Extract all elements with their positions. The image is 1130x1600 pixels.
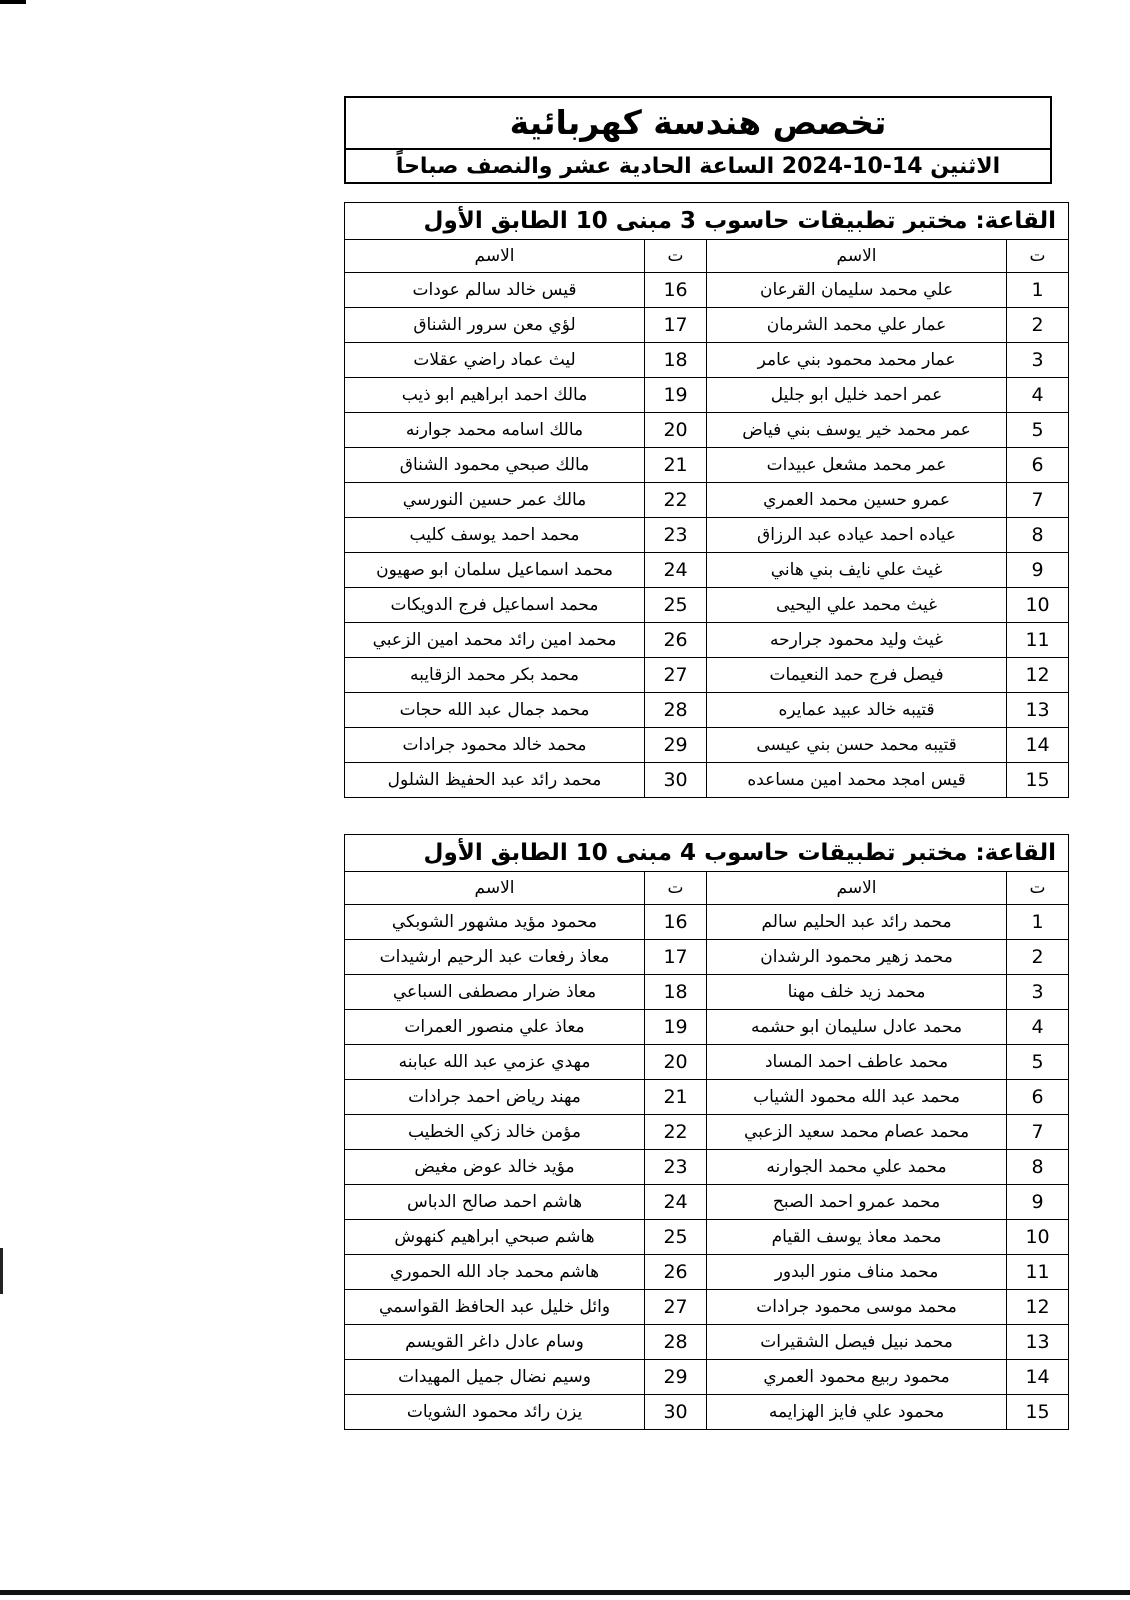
table-row — [345, 1115, 1069, 1150]
column-header-number: ت — [645, 872, 707, 905]
student-name: وائل خليل عبد الحافظ القواسمي — [345, 1290, 645, 1325]
student-name: مالك احمد ابراهيم ابو ذيب — [345, 378, 645, 413]
student-name: محمد بكر محمد الزقايبه — [345, 658, 645, 693]
roster-table-lab-3 — [344, 202, 1069, 798]
table-row — [345, 728, 1069, 763]
room-caption: القاعة: مختبر تطبيقات حاسوب 3 مبنى 10 الطابق الأول — [345, 203, 1069, 240]
row-number: 17 — [645, 940, 707, 975]
row-number: 30 — [645, 763, 707, 798]
row-number: 1 — [1007, 905, 1069, 940]
room-caption: القاعة: مختبر تطبيقات حاسوب 4 مبنى 10 الطابق الأول — [345, 835, 1069, 872]
student-name: معاذ ضرار مصطفى السباعي — [345, 975, 645, 1010]
table-row — [345, 273, 1069, 308]
student-name: عمار محمد محمود بني عامر — [707, 343, 1007, 378]
table-row — [345, 413, 1069, 448]
student-name: محمد عادل سليمان ابو حشمه — [707, 1010, 1007, 1045]
row-number: 18 — [645, 343, 707, 378]
student-name: مهند رياض احمد جرادات — [345, 1080, 645, 1115]
column-header-number: ت — [645, 240, 707, 273]
student-name: معاذ رفعات عبد الرحيم ارشيدات — [345, 940, 645, 975]
student-name: قيس خالد سالم عودات — [345, 273, 645, 308]
student-name: مالك عمر حسين النورسي — [345, 483, 645, 518]
table-row — [345, 1150, 1069, 1185]
row-number: 30 — [645, 1395, 707, 1430]
row-number: 28 — [645, 693, 707, 728]
student-name: وسام عادل داغر القويسم — [345, 1325, 645, 1360]
row-number: 10 — [1007, 588, 1069, 623]
table-row — [345, 1185, 1069, 1220]
row-number: 22 — [645, 1115, 707, 1150]
row-number: 21 — [645, 448, 707, 483]
row-number: 24 — [645, 1185, 707, 1220]
row-number: 20 — [645, 413, 707, 448]
roster-table-lab-4 — [344, 834, 1069, 1430]
table-row — [345, 940, 1069, 975]
student-name: محمد زهير محمود الرشدان — [707, 940, 1007, 975]
student-name: عمر محمد خير يوسف بني فياض — [707, 413, 1007, 448]
column-header-name: الاسم — [345, 240, 645, 273]
row-number: 2 — [1007, 308, 1069, 343]
table-row — [345, 975, 1069, 1010]
table-row — [345, 308, 1069, 343]
row-number: 23 — [645, 1150, 707, 1185]
row-number: 5 — [1007, 1045, 1069, 1080]
student-name: محمود مؤيد مشهور الشوبكي — [345, 905, 645, 940]
table-row — [345, 1010, 1069, 1045]
student-name: غيث علي نايف بني هاني — [707, 553, 1007, 588]
row-number: 26 — [645, 623, 707, 658]
student-name: محمد رائد عبد الحليم سالم — [707, 905, 1007, 940]
student-name: محمد علي محمد الجوارنه — [707, 1150, 1007, 1185]
student-name: محمد عصام محمد سعيد الزعبي — [707, 1115, 1007, 1150]
row-number: 6 — [1007, 448, 1069, 483]
table-row — [345, 448, 1069, 483]
scan-mark-top-left — [0, 0, 26, 4]
student-name: محمد عاطف احمد المساد — [707, 1045, 1007, 1080]
student-name: قيس امجد محمد امين مساعده — [707, 763, 1007, 798]
row-number: 10 — [1007, 1220, 1069, 1255]
row-number: 29 — [645, 728, 707, 763]
row-number: 3 — [1007, 975, 1069, 1010]
row-number: 5 — [1007, 413, 1069, 448]
student-name: مهدي عزمي عبد الله عبابنه — [345, 1045, 645, 1080]
row-number: 9 — [1007, 553, 1069, 588]
student-name: محمد امين رائد محمد امين الزعبي — [345, 623, 645, 658]
row-number: 4 — [1007, 1010, 1069, 1045]
student-name: محمد عمرو احمد الصبح — [707, 1185, 1007, 1220]
row-number: 15 — [1007, 1395, 1069, 1430]
student-name: هاشم محمد جاد الله الحموري — [345, 1255, 645, 1290]
table-row — [345, 1290, 1069, 1325]
row-number: 23 — [645, 518, 707, 553]
table-row — [345, 1395, 1069, 1430]
student-name: محمد عبد الله محمود الشياب — [707, 1080, 1007, 1115]
row-number: 29 — [645, 1360, 707, 1395]
table-row — [345, 518, 1069, 553]
table-row — [345, 623, 1069, 658]
student-name: عمر احمد خليل ابو جليل — [707, 378, 1007, 413]
row-number: 6 — [1007, 1080, 1069, 1115]
row-number: 8 — [1007, 1150, 1069, 1185]
table-row — [345, 553, 1069, 588]
document-title: تخصص هندسة كهربائية — [346, 98, 1050, 150]
student-name: محمد اسماعيل سلمان ابو صهيون — [345, 553, 645, 588]
row-number: 22 — [645, 483, 707, 518]
row-number: 12 — [1007, 658, 1069, 693]
student-name: معاذ علي منصور العمرات — [345, 1010, 645, 1045]
student-name: محمد موسى محمود جرادات — [707, 1290, 1007, 1325]
column-header-number: ت — [1007, 872, 1069, 905]
student-name: محمد نبيل فيصل الشقيرات — [707, 1325, 1007, 1360]
row-number: 8 — [1007, 518, 1069, 553]
student-name: هاشم احمد صالح الدباس — [345, 1185, 645, 1220]
scan-mark-bottom — [0, 1590, 1130, 1595]
student-name: محمود ربيع محمود العمري — [707, 1360, 1007, 1395]
row-number: 9 — [1007, 1185, 1069, 1220]
row-number: 25 — [645, 1220, 707, 1255]
student-name: مالك اسامه محمد جوارنه — [345, 413, 645, 448]
row-number: 2 — [1007, 940, 1069, 975]
table-row — [345, 693, 1069, 728]
row-number: 24 — [645, 553, 707, 588]
row-number: 13 — [1007, 693, 1069, 728]
student-name: محمد اسماعيل فرج الدويكات — [345, 588, 645, 623]
student-name: قتيبه خالد عبيد عمايره — [707, 693, 1007, 728]
document-header — [344, 96, 1052, 184]
row-number: 17 — [645, 308, 707, 343]
student-name: محمد جمال عبد الله حجات — [345, 693, 645, 728]
student-name: غيث وليد محمود جرارحه — [707, 623, 1007, 658]
student-name: عياده احمد عياده عبد الرزاق — [707, 518, 1007, 553]
row-number: 11 — [1007, 623, 1069, 658]
scan-mark-left-edge — [0, 1248, 3, 1294]
table-row — [345, 1325, 1069, 1360]
row-number: 27 — [645, 1290, 707, 1325]
column-header-number: ت — [1007, 240, 1069, 273]
row-number: 7 — [1007, 483, 1069, 518]
table-row — [345, 1080, 1069, 1115]
student-name: عمرو حسين محمد العمري — [707, 483, 1007, 518]
student-name: محمد معاذ يوسف القيام — [707, 1220, 1007, 1255]
student-name: غيث محمد علي اليحيى — [707, 588, 1007, 623]
student-name: مؤمن خالد زكي الخطيب — [345, 1115, 645, 1150]
student-name: ليث عماد راضي عقلات — [345, 343, 645, 378]
student-name: محمود علي فايز الهزايمه — [707, 1395, 1007, 1430]
table-row — [345, 343, 1069, 378]
student-name: محمد احمد يوسف كليب — [345, 518, 645, 553]
row-number: 1 — [1007, 273, 1069, 308]
row-number: 26 — [645, 1255, 707, 1290]
table-row — [345, 1360, 1069, 1395]
column-header-name: الاسم — [707, 872, 1007, 905]
row-number: 25 — [645, 588, 707, 623]
student-name: لؤي معن سرور الشناق — [345, 308, 645, 343]
student-name: قتيبه محمد حسن بني عيسى — [707, 728, 1007, 763]
row-number: 27 — [645, 658, 707, 693]
row-number: 16 — [645, 905, 707, 940]
row-number: 12 — [1007, 1290, 1069, 1325]
student-name: فيصل فرج حمد النعيمات — [707, 658, 1007, 693]
table-row — [345, 1045, 1069, 1080]
row-number: 15 — [1007, 763, 1069, 798]
table-row — [345, 378, 1069, 413]
table-row — [345, 658, 1069, 693]
student-name: علي محمد سليمان القرعان — [707, 273, 1007, 308]
table-row — [345, 905, 1069, 940]
row-number: 18 — [645, 975, 707, 1010]
column-header-name: الاسم — [707, 240, 1007, 273]
row-number: 3 — [1007, 343, 1069, 378]
table-row — [345, 1255, 1069, 1290]
student-name: يزن رائد محمود الشويات — [345, 1395, 645, 1430]
row-number: 19 — [645, 378, 707, 413]
student-name: محمد خالد محمود جرادات — [345, 728, 645, 763]
row-number: 19 — [645, 1010, 707, 1045]
student-name: مالك صبحي محمود الشناق — [345, 448, 645, 483]
row-number: 28 — [645, 1325, 707, 1360]
row-number: 11 — [1007, 1255, 1069, 1290]
student-name: مؤيد خالد عوض مغيض — [345, 1150, 645, 1185]
student-name: وسيم نضال جميل المهيدات — [345, 1360, 645, 1395]
row-number: 4 — [1007, 378, 1069, 413]
column-header-name: الاسم — [345, 872, 645, 905]
row-number: 14 — [1007, 1360, 1069, 1395]
student-name: عمار علي محمد الشرمان — [707, 308, 1007, 343]
student-name: محمد مناف منور البدور — [707, 1255, 1007, 1290]
student-name: محمد رائد عبد الحفيظ الشلول — [345, 763, 645, 798]
row-number: 14 — [1007, 728, 1069, 763]
row-number: 13 — [1007, 1325, 1069, 1360]
row-number: 16 — [645, 273, 707, 308]
table-row — [345, 763, 1069, 798]
student-name: محمد زيد خلف مهنا — [707, 975, 1007, 1010]
exam-date-time: الاثنين 14-10-2024 الساعة الحادية عشر والنصف صباحاً — [395, 154, 1001, 179]
row-number: 21 — [645, 1080, 707, 1115]
table-row — [345, 483, 1069, 518]
student-name: عمر محمد مشعل عبيدات — [707, 448, 1007, 483]
row-number: 7 — [1007, 1115, 1069, 1150]
row-number: 20 — [645, 1045, 707, 1080]
table-row — [345, 1220, 1069, 1255]
table-row — [345, 588, 1069, 623]
student-name: هاشم صبحي ابراهيم كنهوش — [345, 1220, 645, 1255]
